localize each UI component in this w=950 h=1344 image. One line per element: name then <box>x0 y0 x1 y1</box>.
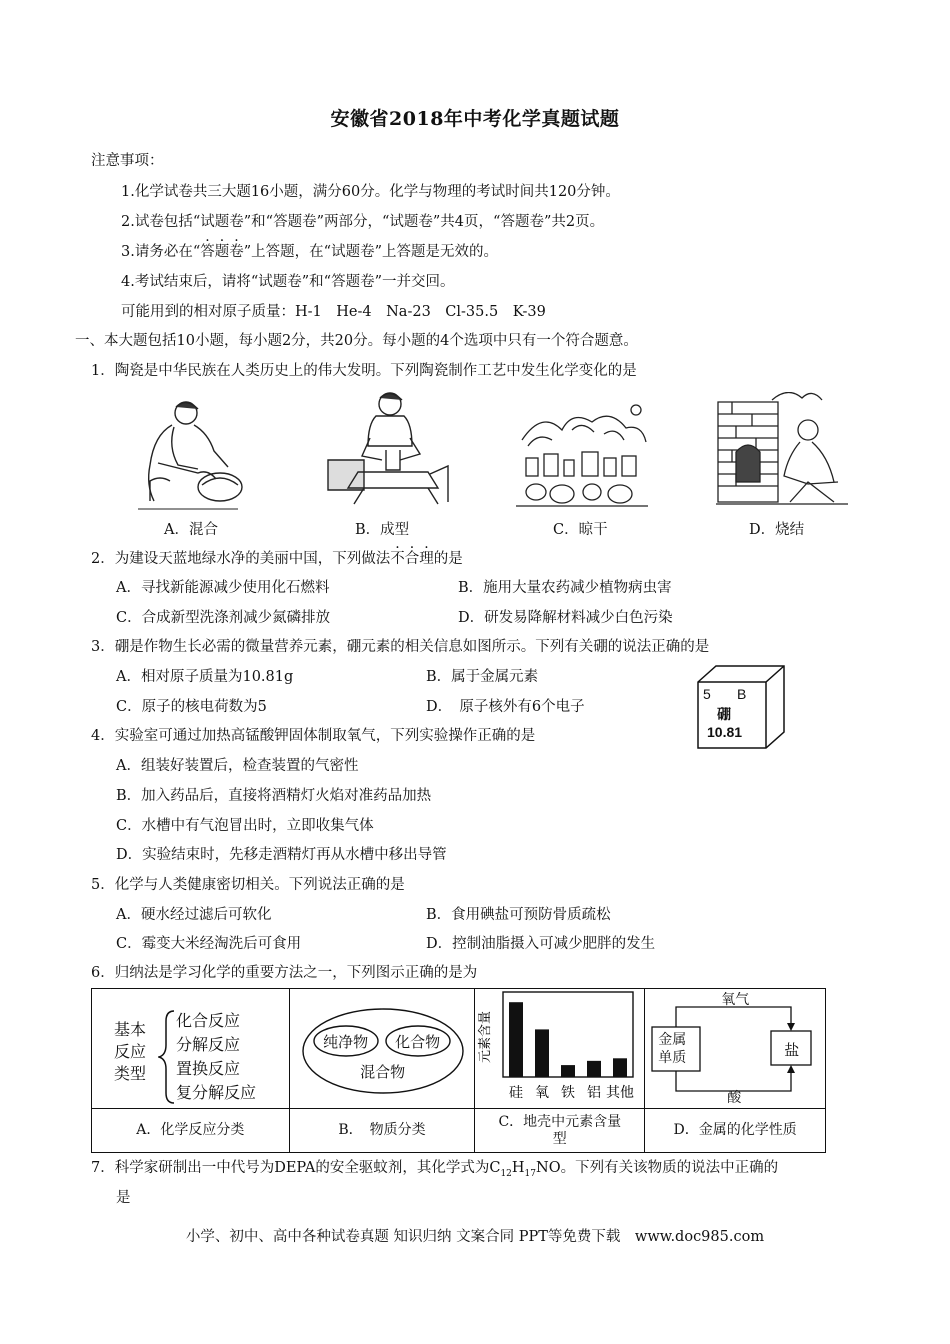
figure-c-crust-elements <box>475 989 645 1109</box>
question-4-option-d[interactable]: D．实验结束时，先移走酒精灯再从水槽中移出导管 <box>116 847 447 863</box>
salt-label: 盐 <box>784 1041 800 1059</box>
question-7-stem: 7．科学家研制出一中代号为DEPA的安全驱蚊剂，其化学式为$C_{12}H_{17}NO$。下列有关该物质的说法中正确的 <box>91 1160 779 1179</box>
potter-mixing-illustration <box>128 393 248 511</box>
emphasized-char: 答 <box>200 244 215 260</box>
question-2-option-d[interactable]: D．研发易降解材料减少白色污染 <box>458 610 673 626</box>
curly-brace-icon <box>158 1009 176 1105</box>
crust-element-bar-chart <box>475 989 645 1109</box>
bar-1 <box>535 1029 549 1077</box>
bar-3 <box>587 1061 601 1077</box>
question-4-stem: 4．实验室可通过加热高锰酸钾固体制取氧气，下列实验操作正确的是 <box>91 728 536 744</box>
bar-0 <box>509 1002 523 1077</box>
element-atomic-number: 5 <box>703 686 711 702</box>
question-7-stem-continued: 是 <box>116 1190 131 1206</box>
question-1-option-d[interactable]: D．烧结 <box>749 522 805 538</box>
kiln-firing-illustration <box>712 392 852 510</box>
figure-a-reaction-types <box>92 989 290 1109</box>
notice-item-2: 2.试卷包括“试题卷”和“答题卷”两部分，“试题卷”共4页，“答题卷”共2页。 <box>121 214 605 230</box>
question-3-option-c[interactable]: C．原子的核电荷数为5 <box>116 699 267 715</box>
metal-element-label: 金属 单质 <box>658 1032 687 1066</box>
figure-d-caption: D．金属的化学性质 <box>645 1109 826 1153</box>
figure-b-substance-classification <box>289 989 475 1109</box>
notice-item-1: 1.化学试卷共三大题16小题，满分60分。化学与物理的考试时间共120分钟。 <box>121 184 620 200</box>
x-tick-label-1: 氧 <box>535 1085 550 1101</box>
question-4-option-b[interactable]: B．加入药品后，直接将酒精灯火焰对准药品加热 <box>116 788 432 804</box>
question-5-stem: 5．化学与人类健康密切相关。下列说法正确的是 <box>91 877 405 893</box>
question-5-option-c[interactable]: C．霉变大米经淘洗后可食用 <box>116 936 302 952</box>
question-4-option-a[interactable]: A．组装好装置后，检查装置的气密性 <box>116 758 359 774</box>
reaction-type-label: 基本 反应 类型 <box>114 1020 147 1083</box>
x-tick-label-2: 铁 <box>561 1085 576 1101</box>
acid-label: 酸 <box>727 1090 742 1106</box>
notice-item-4: 4.考试结束后，请将“试题卷”和“答题卷”一并交回。 <box>121 274 455 290</box>
question-2-option-b[interactable]: B．施用大量农药减少植物病虫害 <box>458 580 672 596</box>
figure-a-caption: A．化学反应分类 <box>92 1109 290 1153</box>
question-2-stem: 2．为建设天蓝地绿水净的美丽中国，下列做法不合理的是 <box>91 551 463 567</box>
pottery-drying-illustration <box>512 400 652 512</box>
oxygen-label: 氧气 <box>721 992 750 1008</box>
page-title: 安徽省2018年中考化学真题试题 <box>330 108 620 130</box>
emphasized-char: 合 <box>404 551 420 567</box>
question-6-stem: 6．归纳法是学习化学的重要方法之一，下列图示正确的是为 <box>91 965 478 981</box>
figure-c-caption: C．地壳中元素含量 型 <box>475 1109 645 1153</box>
compound-label: 化合物 <box>395 1033 441 1051</box>
question-1-option-a[interactable]: A．混合 <box>164 522 218 538</box>
emphasized-char: 不 <box>390 551 405 567</box>
question-1-option-c[interactable]: C．晾干 <box>553 522 608 538</box>
question-2-option-a[interactable]: A．寻找新能源减少使用化石燃料 <box>116 580 330 596</box>
element-name: 硼 <box>717 707 731 723</box>
question-3-option-b[interactable]: B．属于金属元素 <box>426 669 539 685</box>
question-1-option-b[interactable]: B．成型 <box>355 522 410 538</box>
x-tick-label-4: 其他 <box>606 1085 635 1101</box>
notice-item-3: 3.请务必在“答题卷”上答题，在“试题卷”上答题是无效的。 <box>121 244 498 260</box>
reaction-type-list: 化合反应 分解反应 置换反应 复分解反应 <box>176 1011 257 1102</box>
emphasized-char: 理 <box>419 551 434 567</box>
atomic-mass-line: 可能用到的相对原子质量：H-1 He-4 Na-23 Cl-35.5 K-39 <box>121 304 546 320</box>
question-5-option-d[interactable]: D．控制油脂摄入可减少肥胖的发生 <box>426 936 656 952</box>
x-tick-label-3: 铝 <box>587 1085 602 1101</box>
question-5-option-a[interactable]: A．硬水经过滤后可软化 <box>116 907 272 923</box>
element-atomic-mass: 10.81 <box>707 724 743 740</box>
question-4-option-c[interactable]: C．水槽中有气泡冒出时，立即收集气体 <box>116 818 374 834</box>
figure-b-caption: B． 物质分类 <box>289 1109 475 1153</box>
bar-4 <box>613 1058 627 1077</box>
emphasized-char: 题 <box>214 244 230 260</box>
question-3-option-a[interactable]: A．相对原子质量为10.81g <box>116 669 294 685</box>
bar-2 <box>561 1065 575 1077</box>
element-symbol: B <box>737 686 747 702</box>
question-3-stem: 3．硼是作物生长必需的微量营养元素，硼元素的相关信息如图所示。下列有关硼的说法正确的是 <box>91 639 710 655</box>
emphasized-char: 卷 <box>229 244 244 260</box>
question-1-stem: 1．陶瓷是中华民族在人类历史上的伟大发明。下列陶瓷制作工艺中发生化学变化的是 <box>91 363 637 379</box>
notice-heading: 注意事项： <box>91 153 164 169</box>
mixture-label: 混合物 <box>360 1063 406 1081</box>
x-tick-label-0: 硅 <box>509 1085 524 1101</box>
question-2-option-c[interactable]: C．合成新型洗涤剂减少氮磷排放 <box>116 610 331 626</box>
figure-d-metal-properties <box>645 989 826 1109</box>
emphasis-dots <box>390 551 434 567</box>
chart-ylabel: 元素含量 <box>478 1010 494 1064</box>
question-3-option-d[interactable]: D． 原子核外有6个电子 <box>426 699 585 715</box>
section-heading: 一、本大题包括10小题，每小题2分，共20分。每小题的4个选项中只有一个符合题意。 <box>75 333 638 349</box>
boron-element-card <box>697 664 787 750</box>
potter-wheel-illustration <box>318 388 458 506</box>
question-5-option-b[interactable]: B．食用碘盐可预防骨质疏松 <box>426 907 611 923</box>
pure-substance-label: 纯净物 <box>323 1033 369 1051</box>
emphasis-dots <box>200 244 244 260</box>
page-footer: 小学、初中、高中各种试卷真题 知识归纳 文案合同 PPT等免费下载 www.doc985.com <box>185 1229 765 1245</box>
question-6-figure-table <box>91 988 826 1153</box>
